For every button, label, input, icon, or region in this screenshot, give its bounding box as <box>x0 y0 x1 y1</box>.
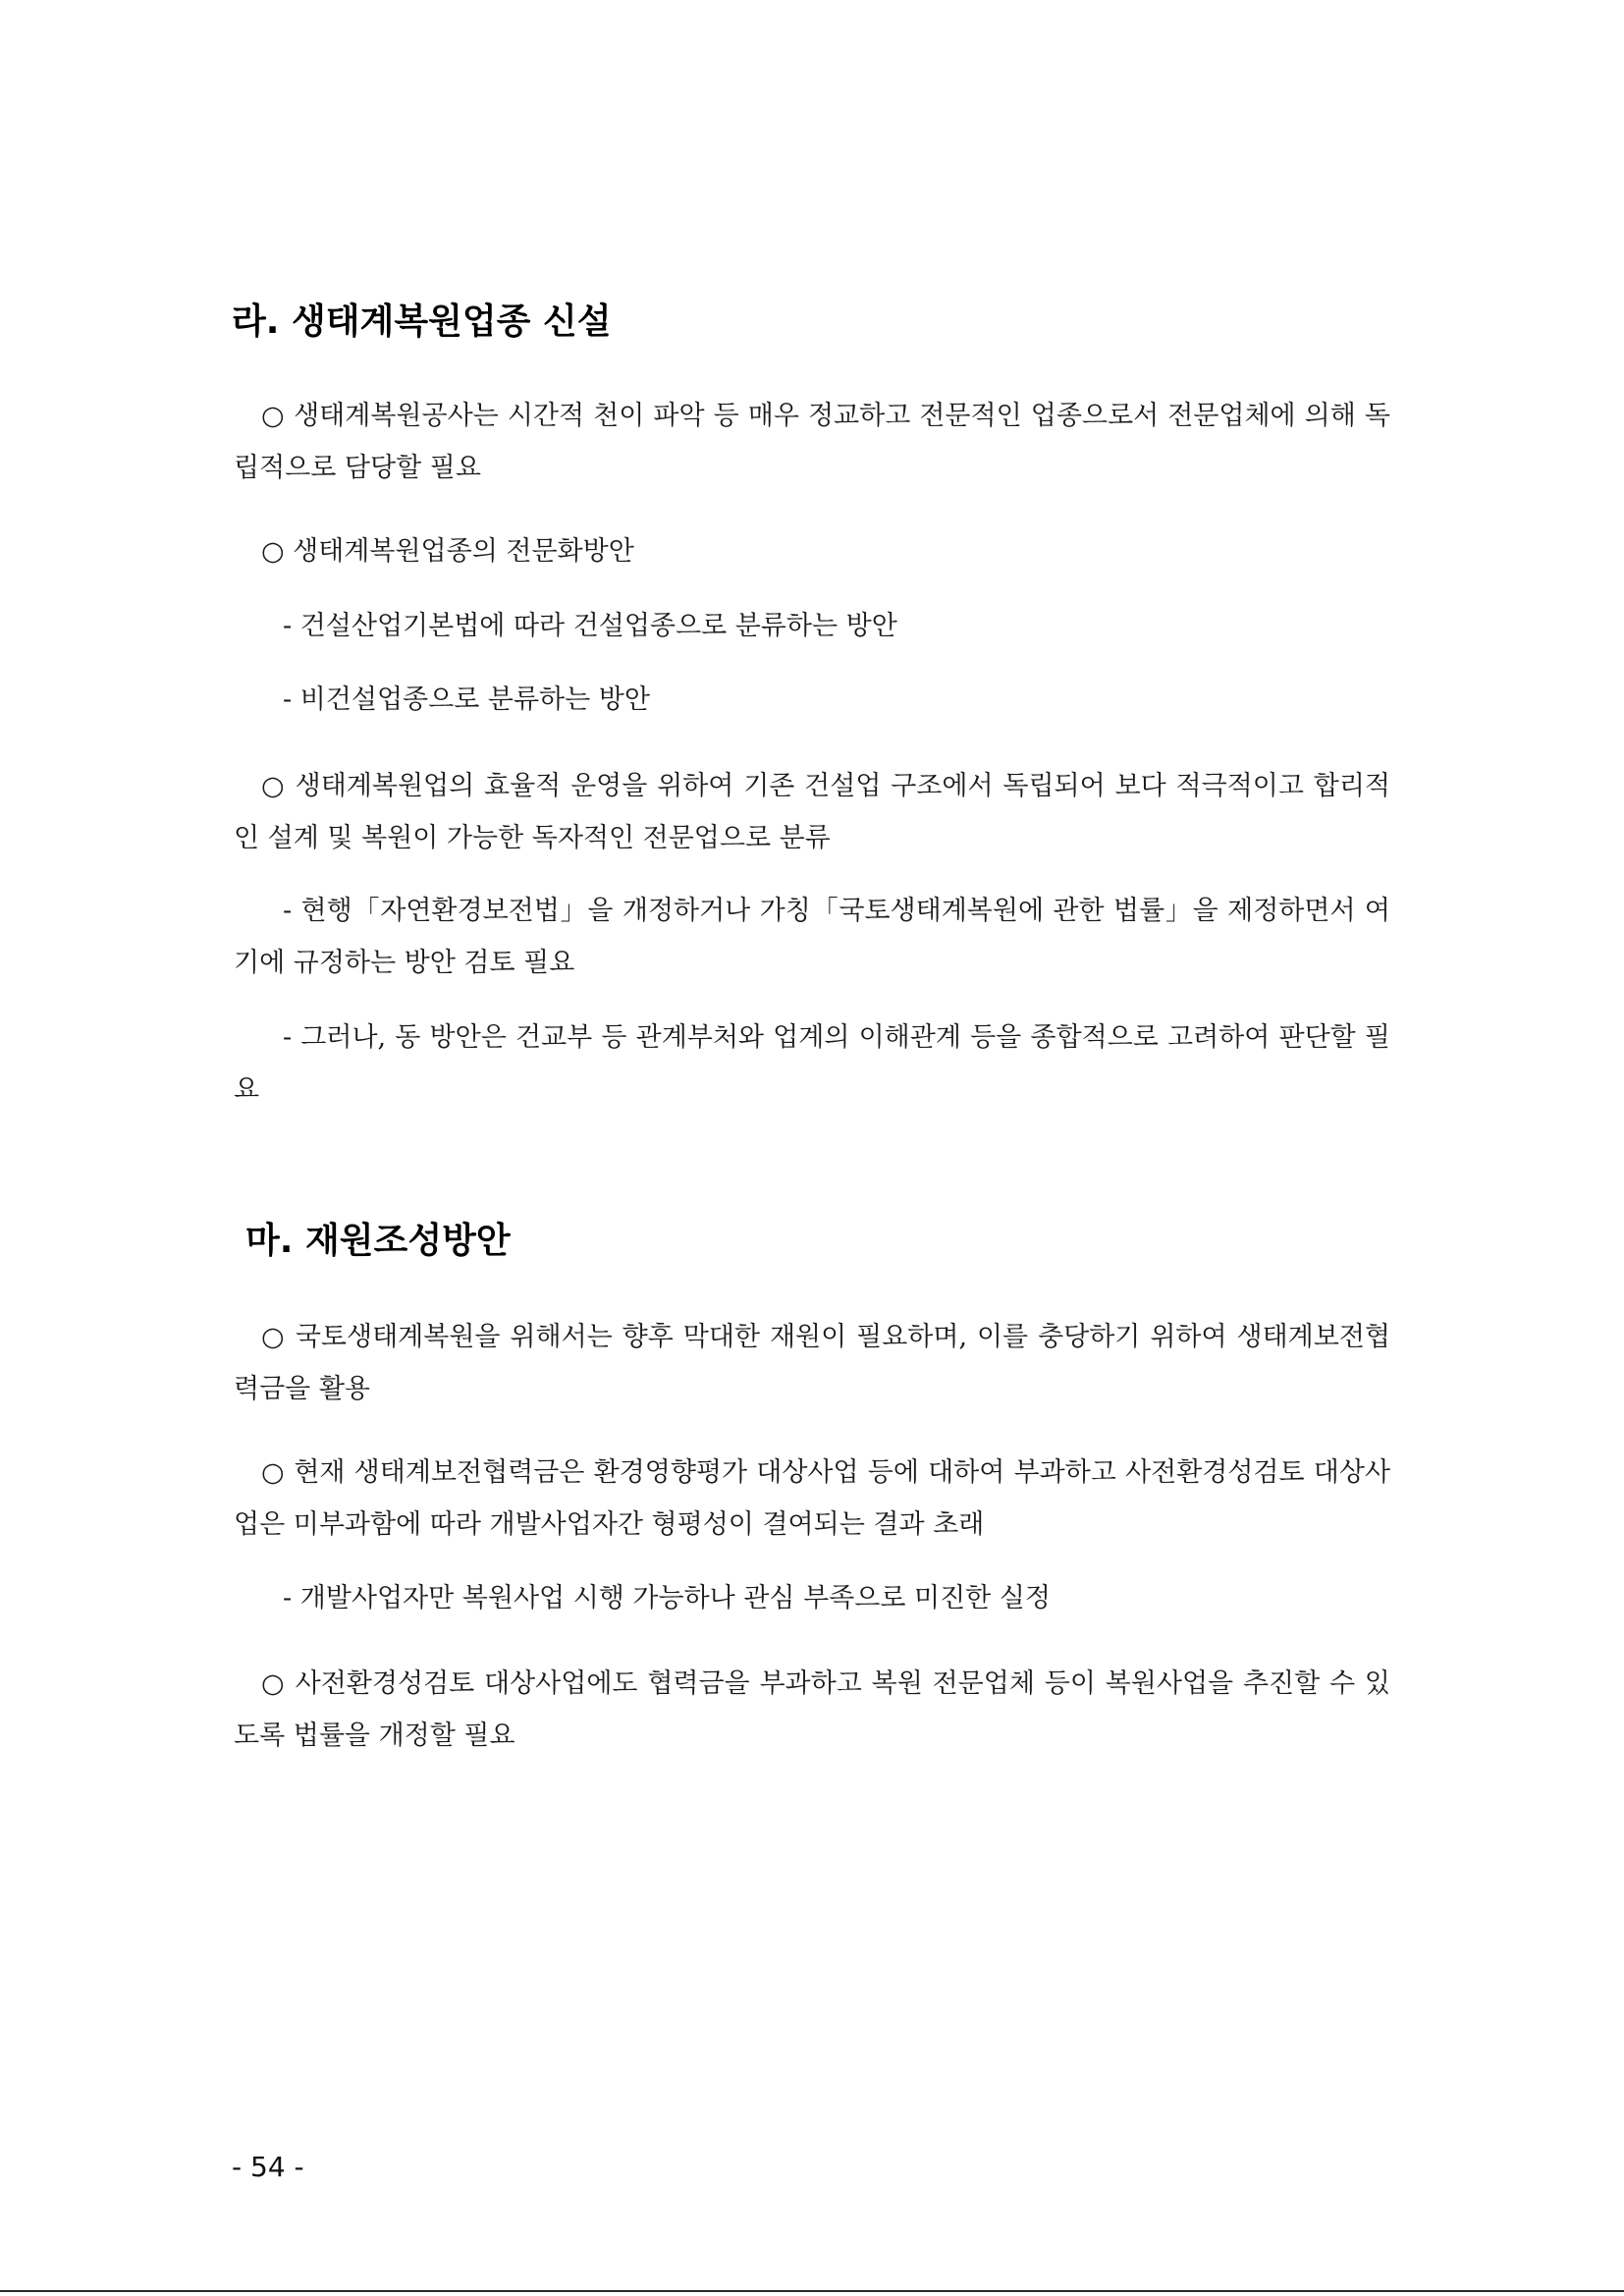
paragraph-ra-5: ○ 생태계복원업의 효율적 운영을 위하여 기존 건설업 구조에서 독립되어 보다 적극적이고 합리적인 설계 및 복원이 가능한 독자적인 전문업으로 분류 <box>234 771 1390 853</box>
paragraph-ma-3: - 개발사업자만 복원사업 시행 가능하나 관심 부족으로 미진한 실정 <box>283 1583 1051 1613</box>
paragraph-ra-7: - 그러나, 동 방안은 건교부 등 관계부처와 업계의 이해관계 등을 종합적으로 고려하여 판단할 필요 <box>234 1022 1390 1105</box>
paragraph-ra-4: - 비건설업종으로 분류하는 방안 <box>283 684 650 715</box>
paragraph-ma-1: ○ 국토생태계복원을 위해서는 향후 막대한 재원이 필요하며, 이를 충당하기 위하여 생태계보전협력금을 활용 <box>234 1322 1390 1404</box>
paragraph-ra-3: - 건설산업기본법에 따라 건설업종으로 분류하는 방안 <box>283 611 897 641</box>
section-heading-ra: 라. 생태계복원업종 신설 <box>232 301 612 342</box>
paragraph-ra-2: ○ 생태계복원업종의 전문화방안 <box>261 536 634 567</box>
section-heading-ma: 마. 재원조성방안 <box>245 1221 511 1261</box>
bottom-divider <box>0 2290 1624 2292</box>
paragraph-ma-2: ○ 현재 생태계보전협력금은 환경영향평가 대상사업 등에 대하여 부과하고 사전환경성검토 대상사업은 미부과함에 따라 개발사업자간 형평성이 결여되는 결과 초래 <box>234 1457 1390 1540</box>
page-number: - 54 - <box>232 2151 304 2183</box>
paragraph-ra-1: ○ 생태계복원공사는 시간적 천이 파악 등 매우 정교하고 전문적인 업종으로서 전문업체에 의해 독립적으로 담당할 필요 <box>234 401 1390 483</box>
paragraph-ma-4: ○ 사전환경성검토 대상사업에도 협력금을 부과하고 복원 전문업체 등이 복원사업을 추진할 수 있도록 법률을 개정할 필요 <box>234 1668 1390 1751</box>
paragraph-ra-6: - 현행「자연환경보전법」을 개정하거나 가칭「국토생태계복원에 관한 법률」을 제정하면서 여기에 규정하는 방안 검토 필요 <box>234 896 1390 978</box>
